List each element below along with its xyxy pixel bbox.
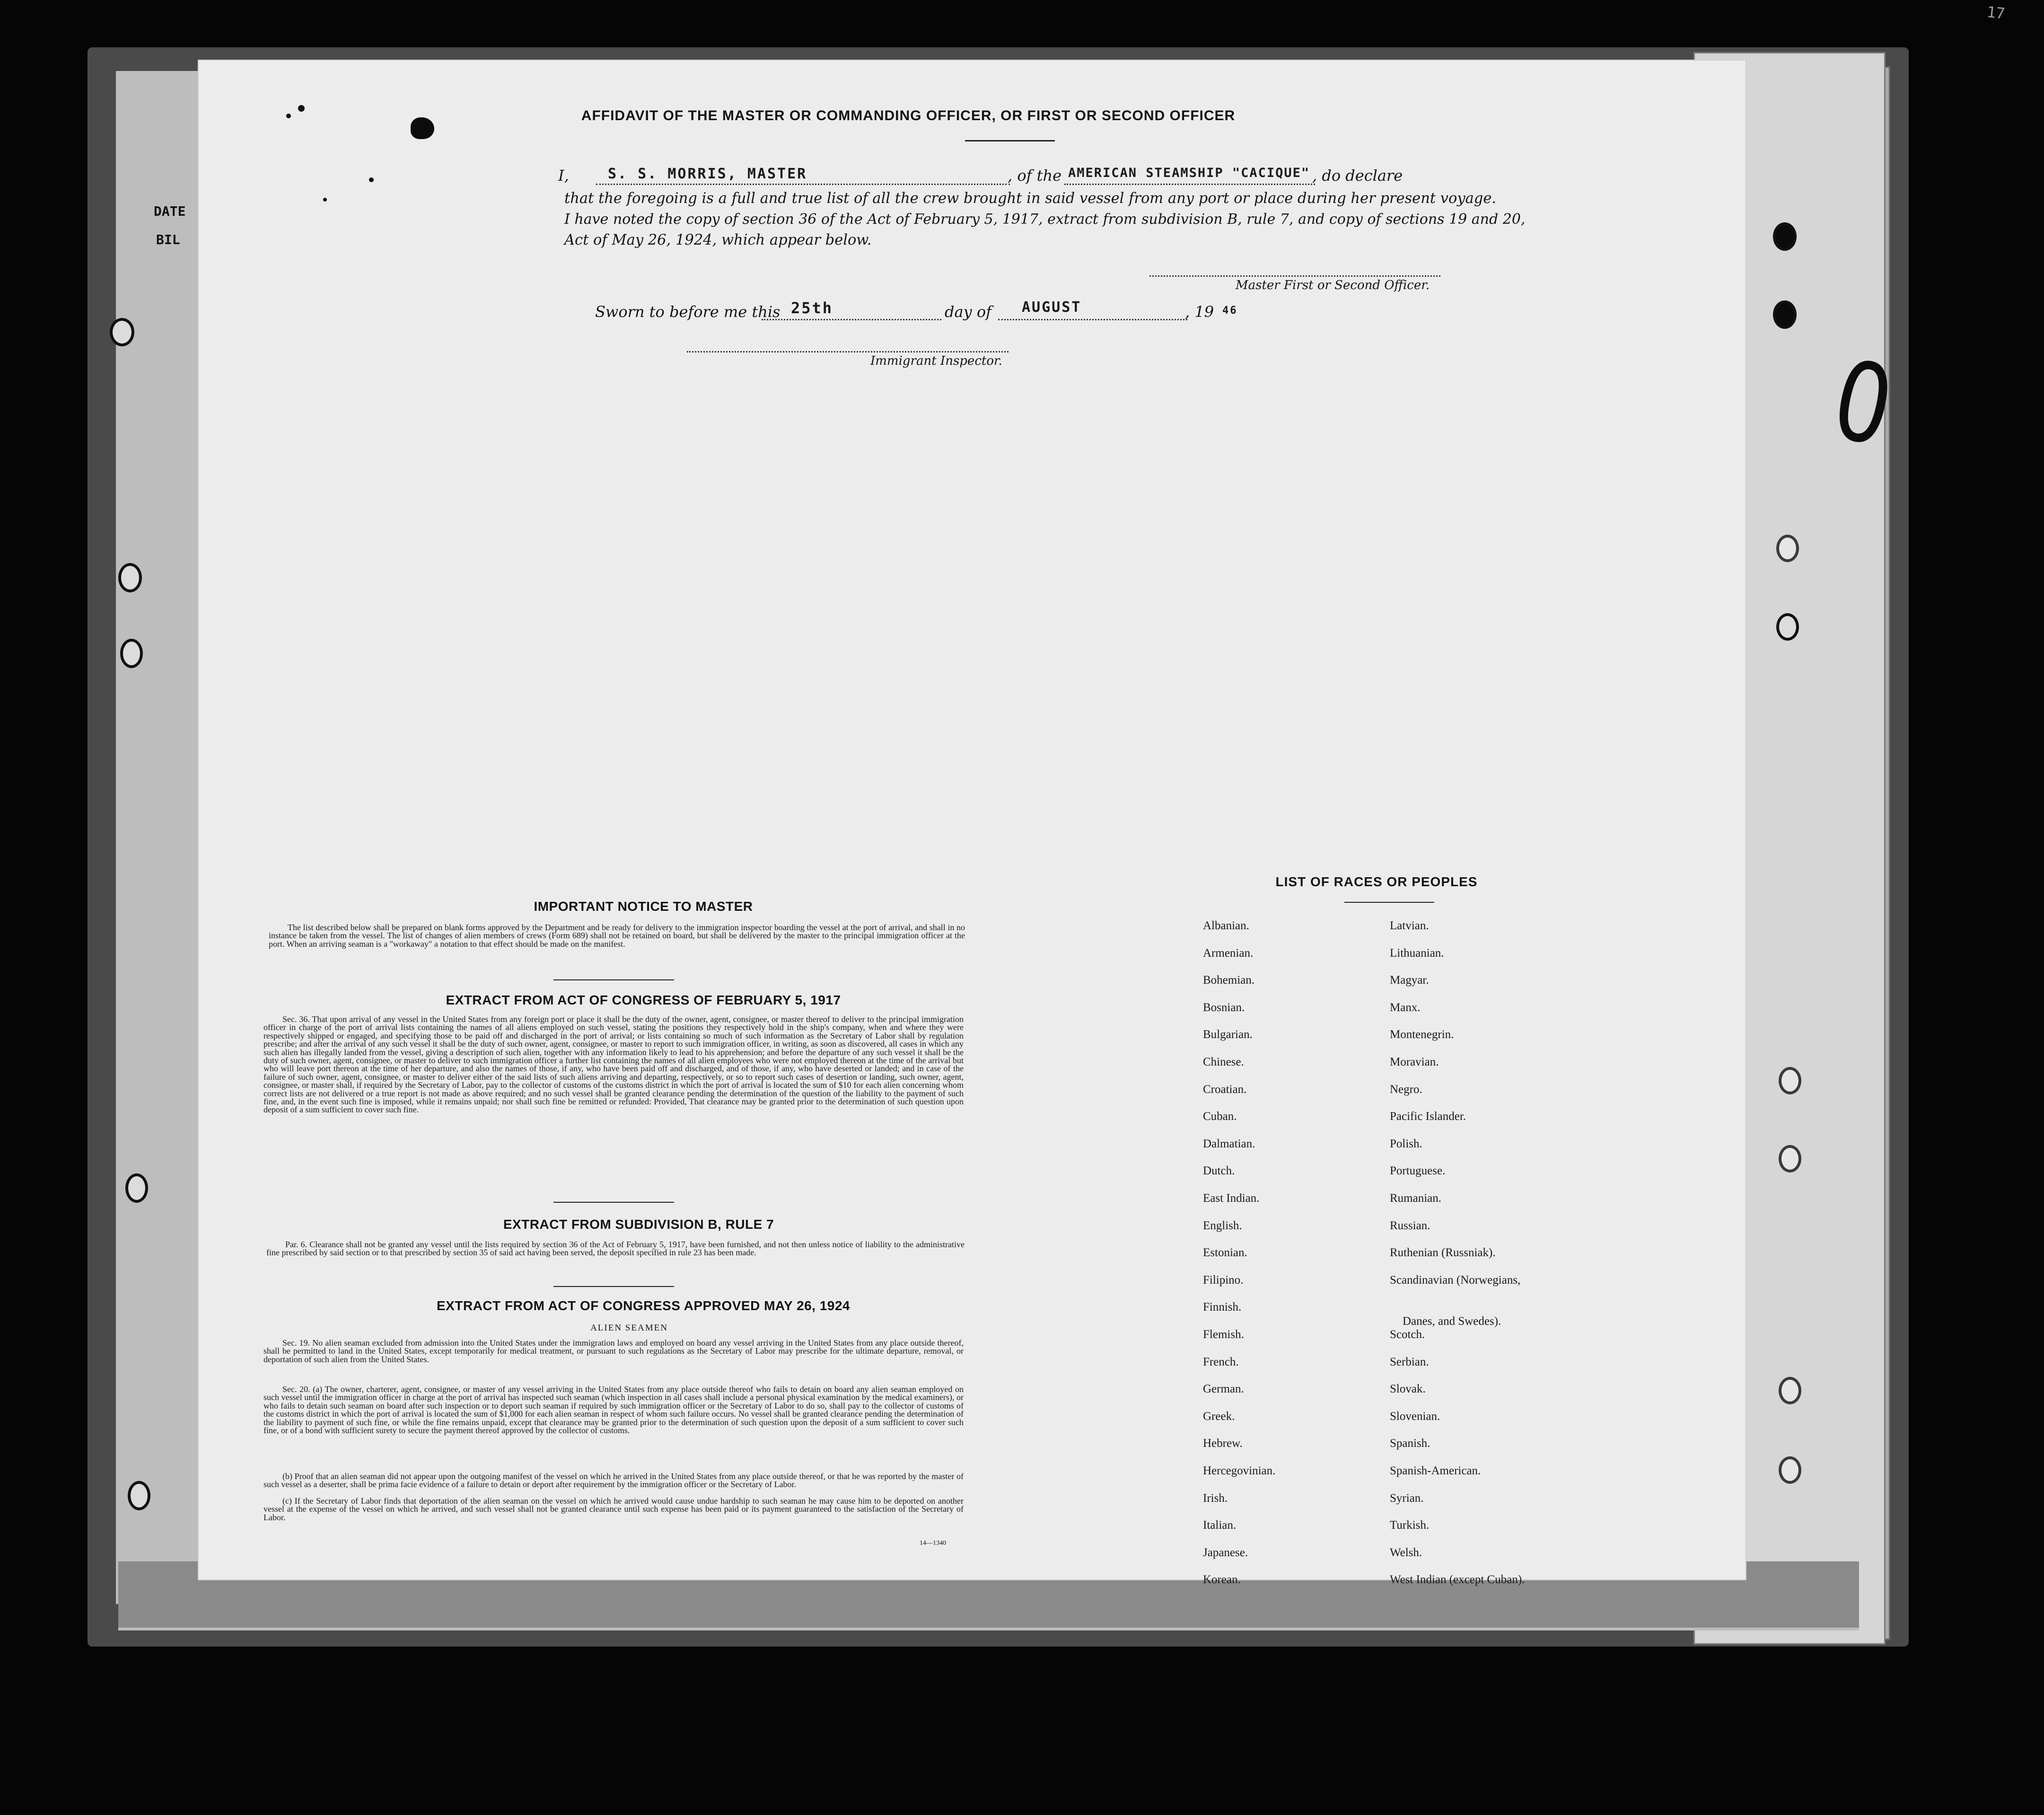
race-item: English.	[1203, 1219, 1242, 1232]
race-item: Italian.	[1203, 1519, 1237, 1532]
affidavit-do-declare: , do declare	[1312, 167, 1403, 185]
sworn-day-handwritten: 25th	[791, 299, 833, 317]
races-title: LIST OF RACES OR PEOPLES	[1275, 874, 1478, 889]
inspector-signature-line	[687, 351, 1009, 352]
binder-hole	[120, 639, 143, 668]
sworn-year-prefix: , 19	[1185, 303, 1214, 321]
sworn-month-line	[998, 319, 1187, 320]
extract-1924-sec20c: (c) If the Secretary of Labor finds that deportation of the alien seaman on the vessel on which he arrived would cause undue hardship to such seaman he may cause him to be deported on another vessel at the expense of the vessel on which he arrived, and such vessel shall not be granted clearance until such expense has been paid or its payment guaranteed to the satisfaction of the Secretary of Labor.	[263, 1496, 964, 1522]
notice-body: The list described below shall be prepared on blank forms approved by the Department and be ready for delivery to the immigration inspector boarding the vessel at the port of arrival, and shall in no instance be taken from the vessel. The list of changes of alien members of crews (Form 689) shall not be retained on board, but shall be delivered by the master to the principal immigration officer at the port. When an arriving seaman is a "workaway" a notation to that effect should be made on the manifest.	[269, 923, 965, 949]
affidavit-line-2: that the foregoing is a full and true list of all the crew brought in said vessel from any port or place during her present voyage.	[564, 190, 1497, 207]
extract-1924-sec20b: (b) Proof that an alien seaman did not appear upon the outgoing manifest of the vessel on which he arrived in the United States from any place outside thereof, or that he was reported by the master of such vessel as a deserter, shall be prima facie evidence of a failure to detain or deport after requirement by the immigration officer or the Secretary of Labor.	[263, 1471, 964, 1489]
race-item: Bulgarian.	[1203, 1028, 1253, 1041]
ink-speck	[286, 114, 291, 118]
binder-hole	[118, 563, 142, 592]
sworn-year-handwritten: 46	[1222, 305, 1238, 317]
race-item: Portuguese.	[1390, 1164, 1446, 1178]
race-item: Croatian.	[1203, 1083, 1247, 1096]
notice-rule	[553, 979, 674, 980]
ink-speck	[298, 105, 305, 112]
affidavit-of-the: , of the	[1008, 167, 1062, 185]
race-item: Negro.	[1390, 1083, 1422, 1096]
race-item: Irish.	[1203, 1491, 1228, 1505]
master-name-handwritten: S. S. MORRIS, MASTER	[608, 166, 807, 182]
binder-hole	[1773, 222, 1797, 251]
race-item: Spanish.	[1390, 1437, 1430, 1450]
race-item: East Indian.	[1203, 1192, 1260, 1205]
race-item: Rumanian.	[1390, 1192, 1442, 1205]
race-item: Scotch.	[1390, 1328, 1425, 1341]
race-item: Welsh.	[1390, 1546, 1422, 1559]
sworn-day-line	[762, 319, 941, 320]
race-item: Bosnian.	[1203, 1001, 1245, 1014]
handwritten-margin-mark: 0	[1823, 336, 1904, 472]
race-item: Moravian.	[1390, 1056, 1439, 1068]
race-item: French.	[1203, 1355, 1239, 1368]
extract-1917-body: Sec. 36. That upon arrival of any vessel in the United States from any foreign port or place it shall be the duty of the owner, agent, consignee, or master thereof to deliver to the principal immigration officer in charge of the port of arrival lists containing the names of all aliens employed on such vessel, stating the positions they respectively hold in the ship's company, when and where they were respectively shipped or engaged, and specifying those to be paid off and discharged in the port of arrival; or lists containing so much of such information as the Secretary of Labor shall by regulation prescribe; and after the arrival of any such vessel it shall be the duty of such owner, agent, consignee, or master to report to such immigration officer, in writing, as soon as discovered, all cases in which any such alien has illegally landed from the vessel, giving a description of such alien, together with any information likely to lead to his apprehension; and before the departure of any such vessel it shall be the duty of such owner, agent, consignee, or master to deliver to such immigration officer a further list containing the names of all alien employees who were not employed thereon at the time of the arrival but who will leave port thereon at the time of her departure, and also the names of those, if any, who have been paid off and discharged, and of those, if any, who have deserted or landed; and in case of the failure of such owner, agent, consignee, or master to deliver either of the said lists of such aliens arriving and departing, respectively, or so to report such cases of desertion or landing, such owner, agent, consignee, or master shall, if required by the Secretary of Labor, pay to the collector of customs of the customs district in which the port of arrival is located the sum of $10 for each alien concerning whom correct lists are not delivered or a true report is not made as above required; and no such vessel shall be granted clearance pending the determination of the question of the liability to the payment of such fine, and, in the event such fine is imposed, while it remains unpaid; nor shall such fine be remitted or refunded: Provided, That clearance may be granted prior to the determination of such question upon deposit of a sum sufficient to cover such fine.	[263, 1014, 964, 1115]
affidavit-title: AFFIDAVIT OF THE MASTER OR COMMANDING OFFICER, OR FIRST OR SECOND OFFICER	[581, 108, 1236, 123]
sworn-day-of: day of	[945, 303, 991, 321]
master-signature-caption: Master First or Second Officer.	[1236, 278, 1430, 292]
race-item: Albanian.	[1203, 919, 1249, 932]
corner-page-number: 17	[1986, 3, 2006, 23]
affidavit-title-rule	[965, 140, 1055, 141]
master-name-line	[596, 184, 1010, 185]
race-item: Danes, and Swedes).	[1403, 1315, 1501, 1328]
binder-hole	[125, 1173, 148, 1203]
race-item: Pacific Islander.	[1390, 1110, 1466, 1123]
ink-blot	[411, 117, 434, 139]
race-item: Finnish.	[1203, 1301, 1242, 1314]
sworn-month-handwritten: AUGUST	[1022, 299, 1082, 316]
ink-speck	[369, 177, 374, 182]
race-item: Syrian.	[1390, 1491, 1424, 1505]
race-item: Hercegovinian.	[1203, 1464, 1276, 1477]
race-item: Chinese.	[1203, 1056, 1244, 1068]
race-item: Cuban.	[1203, 1110, 1237, 1123]
binder-hole	[1779, 1067, 1801, 1094]
binder-hole	[110, 318, 134, 346]
underlying-page-left	[116, 71, 211, 1604]
ink-speck	[323, 198, 327, 202]
affidavit-line-4: Act of May 26, 1924, which appear below.	[564, 232, 872, 248]
extract-1924-subtitle: ALIEN SEAMEN	[590, 1323, 668, 1333]
extract-1917-rule	[553, 1202, 674, 1203]
ghost-text-date: DATE	[154, 203, 186, 219]
notice-title: IMPORTANT NOTICE TO MASTER	[534, 899, 753, 914]
master-signature-line	[1149, 275, 1440, 277]
race-item: Russian.	[1390, 1219, 1430, 1232]
binder-hole	[1776, 535, 1799, 562]
race-item: Spanish-American.	[1390, 1464, 1481, 1477]
race-item: Polish.	[1390, 1137, 1422, 1150]
race-item: Korean.	[1203, 1573, 1241, 1586]
race-item: German.	[1203, 1383, 1244, 1396]
binder-hole	[1773, 300, 1797, 329]
races-title-rule	[1344, 902, 1434, 903]
extract-1924-sec20a: Sec. 20. (a) The owner, charterer, agent, consignee, or master of any vessel arriving in the United States from any place outside thereof who fails to detain on board any alien seaman employed on such vessel until the immigration officer in charge at the port of arrival has inspected such seaman (which inspection in all cases shall include a personal physical examination by the medical examiners), or who fails to detain such seaman on board after such inspection or to deport such seaman if required by such immigration officer or the Secretary of Labor to do so, shall pay to the collector of customs of the customs district in which the port of arrival is located the sum of $1,000 for each alien seaman in respect of whom such failure occurs. No vessel shall be granted clearance pending the determination of the liability to payment of such fine, or while the fine remains unpaid, except that clearance may be granted prior to the determination of such question upon the deposit of a sum sufficient to cover such fine, or of a bond with sufficient surety to secure the payment thereof approved by the collector of customs.	[263, 1384, 964, 1436]
race-item: Estonian.	[1203, 1246, 1247, 1260]
race-item: Turkish.	[1390, 1519, 1430, 1532]
sworn-prefix: Sworn to before me this	[595, 303, 781, 321]
race-item: Scandinavian (Norwegians,	[1390, 1273, 1521, 1286]
race-item: Lithuanian.	[1390, 946, 1444, 960]
race-item: Slovak.	[1390, 1383, 1426, 1396]
race-item: Japanese.	[1203, 1546, 1248, 1559]
race-item: Armenian.	[1203, 946, 1254, 960]
binder-hole	[128, 1481, 150, 1510]
race-item: Dalmatian.	[1203, 1137, 1255, 1150]
race-item: Magyar.	[1390, 974, 1429, 987]
affidavit-line-3: I have noted the copy of section 36 of the Act of February 5, 1917, extract from subdivision B, rule 7, and copy of sections 19 and 20,	[564, 211, 1526, 228]
race-item: West Indian (except Cuban).	[1390, 1573, 1525, 1586]
race-item: Bohemian.	[1203, 974, 1255, 987]
race-item: Manx.	[1390, 1001, 1421, 1014]
extract-1924-title: EXTRACT FROM ACT OF CONGRESS APPROVED MAY 26, 1924	[437, 1298, 850, 1313]
race-item: Dutch.	[1203, 1164, 1235, 1178]
ghost-text-bil: BIL	[156, 232, 180, 247]
extract-rule7-rule	[553, 1286, 674, 1287]
vessel-name-line	[1064, 184, 1315, 185]
race-item: Greek.	[1203, 1410, 1235, 1423]
race-item: Slovenian.	[1390, 1410, 1440, 1423]
race-item: Latvian.	[1390, 919, 1429, 932]
binder-hole	[1779, 1145, 1801, 1172]
race-item: Montenegrin.	[1390, 1028, 1454, 1041]
race-item: Ruthenian (Russniak).	[1390, 1246, 1496, 1260]
affidavit-prefix: I,	[558, 167, 569, 185]
inspector-caption: Immigrant Inspector.	[870, 354, 1002, 368]
race-item: Flemish.	[1203, 1328, 1244, 1341]
form-number: 14—1340	[920, 1540, 946, 1547]
binder-hole	[1779, 1456, 1801, 1484]
race-item: Filipino.	[1203, 1273, 1244, 1286]
extract-1924-sec19: Sec. 19. No alien seaman excluded from admission into the United States under the immigration laws and employed on board any vessel arriving in the United States from any place outside thereof, shall be permitted to land in the United States, except temporarily for medical treatment, or pursuant to such regulations as the Secretary of Labor may prescribe for the ultimate departure, removal, or deportation of such alien from the United States.	[263, 1338, 964, 1364]
vessel-name-handwritten: AMERICAN STEAMSHIP "CACIQUE"	[1068, 166, 1310, 180]
race-item: Serbian.	[1390, 1355, 1429, 1368]
binder-hole	[1776, 613, 1799, 641]
extract-1917-title: EXTRACT FROM ACT OF CONGRESS OF FEBRUARY 5, 1917	[446, 993, 841, 1007]
extract-rule7-title: EXTRACT FROM SUBDIVISION B, RULE 7	[503, 1217, 774, 1232]
race-item: Hebrew.	[1203, 1437, 1243, 1450]
binder-hole	[1779, 1377, 1801, 1404]
extract-rule7-body: Par. 6. Clearance shall not be granted any vessel until the lists required by section 36 of the Act of February 5, 1917, have been furnished, and not then unless notice of liability to the administrative fine prescribed by said section or to that prescribed by section 35 of said act having been served, the deposit specified in rule 23 has been made.	[266, 1240, 965, 1258]
